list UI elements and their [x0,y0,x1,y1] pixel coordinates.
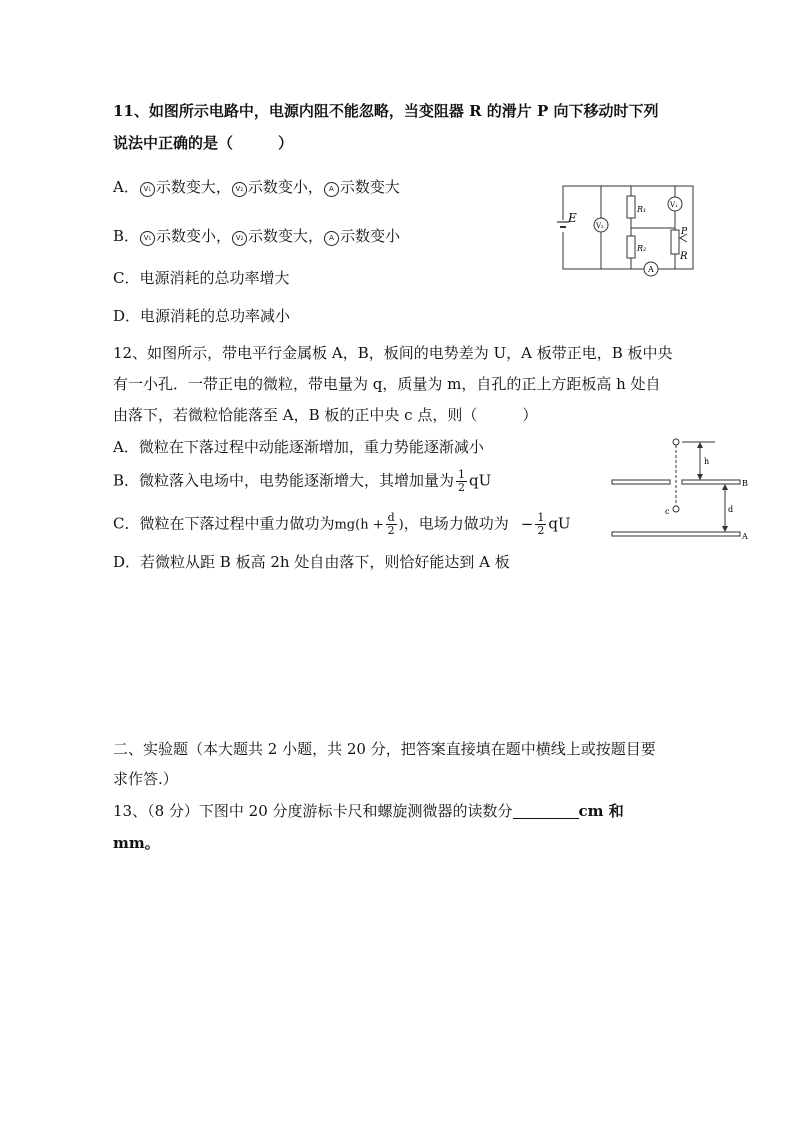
option-text: ，电场力做功为 [403,514,509,533]
fraction-numerator: d [387,511,395,524]
ammeter-icon: A [324,231,339,246]
q12-option-a: A．微粒在下落过程中动能逐渐增加，重力势能逐渐减小 [113,438,484,456]
q13-text: cm 和 [578,802,624,820]
plate-b-label: B [742,479,748,488]
option-text: 示数变大， [155,178,231,196]
fraction-half [535,512,546,537]
q11-option-a [113,176,400,198]
rheostat-label: R [680,251,688,262]
voltmeter-v1-icon: V₁ [140,182,155,197]
distance-d-label: d [728,505,734,514]
r2-label: R₂ [637,244,647,253]
q12-option-c [113,512,571,537]
fraction-d-over-2 [386,512,397,537]
section2-heading-line1: 二、实验题（本大题共 2 小题，共 20 分，把答案直接填在题中横线上或按题目要 [113,740,656,758]
option-text: qU [469,471,492,490]
resistor-r2-icon [627,236,635,258]
parallel-plates-diagram [610,438,750,544]
plate-a-label: A [742,532,748,541]
option-text: 示数变大 [339,178,400,196]
fraction-denominator: 2 [387,524,395,537]
slider-p-label: P [681,227,688,237]
circuit-diagram [555,178,715,278]
q13-line1 [113,800,624,822]
v2-label: V₂ [596,222,604,230]
q11-option-b [113,225,400,247]
q12-stem-line1: 12、如图所示，带电平行金属板 A，B，板间的电势差为 U，A 板带正电，B 板中央 [113,344,673,362]
option-text: qU [548,514,571,533]
answer-blank-cm[interactable] [513,802,579,819]
q12-option-d: D．若微粒从距 B 板高 2h 处自由落下，则恰好能达到 A 板 [113,553,510,571]
point-c-icon [673,506,679,512]
fraction-denominator: 2 [458,481,466,494]
option-label: B． [113,227,140,245]
option-text: 示数变小， [156,227,232,245]
fraction-half [456,469,467,494]
option-text: 示数变小， [247,178,323,196]
option-text: B．微粒落入电场中，电势能逐渐增大，其增加量为 [113,471,455,490]
q11-option-d: D．电源消耗的总功率减小 [113,307,291,325]
voltmeter-v2-icon: V₂ [232,182,247,197]
r1-label: R₁ [637,205,647,214]
option-text: 示数变小 [340,227,401,245]
option-text: 示数变大， [248,227,324,245]
option-label: A． [113,178,139,196]
section2-heading-line2: 求作答.） [113,770,178,788]
voltmeter-v1-icon: V₁ [140,231,155,246]
emf-label: E [568,211,577,225]
voltmeter-v2-icon: V₂ [232,231,247,246]
q13-line2: mm。 [113,834,160,852]
height-h-label: h [704,457,710,466]
formula-text: ) [398,517,404,533]
point-c-label: c [665,507,670,516]
q11-stem-line2: 说法中正确的是（ ） [113,134,294,152]
option-text: C．微粒在下落过程中重力做功为 [113,514,335,533]
q11-option-c: C．电源消耗的总功率增大 [113,269,290,287]
plate-b [612,480,670,484]
q13-text: 13、（8 分）下图中 20 分度游标卡尺和螺旋测微器的读数分 [113,802,513,820]
resistor-r1-icon [627,196,635,218]
q11-stem-line1: 11、如图所示电路中，电源内阻不能忽略，当变阻器 R 的滑片 P 向下移动时下列 [113,102,659,120]
fraction-denominator: 2 [537,524,545,537]
formula-text: mg(h + [334,517,384,533]
ammeter-label: A [648,265,654,274]
q12-option-b [113,469,491,494]
q12-stem-line2: 有一小孔．一带正电的微粒，带电量为 q，质量为 m，自孔的正上方距板高 h 处自 [113,375,661,393]
particle-start-icon [673,439,679,445]
plate-a [612,532,740,536]
minus-sign: − [520,514,534,533]
ammeter-icon: A [324,182,339,197]
fraction-numerator: 1 [537,511,545,524]
fraction-numerator: 1 [458,468,466,481]
q12-stem-line3: 由落下，若微粒恰能落至 A，B 板的正中央 c 点，则（ ） [113,406,538,424]
rheostat-icon [671,230,679,254]
v1-label: V₁ [670,201,678,209]
